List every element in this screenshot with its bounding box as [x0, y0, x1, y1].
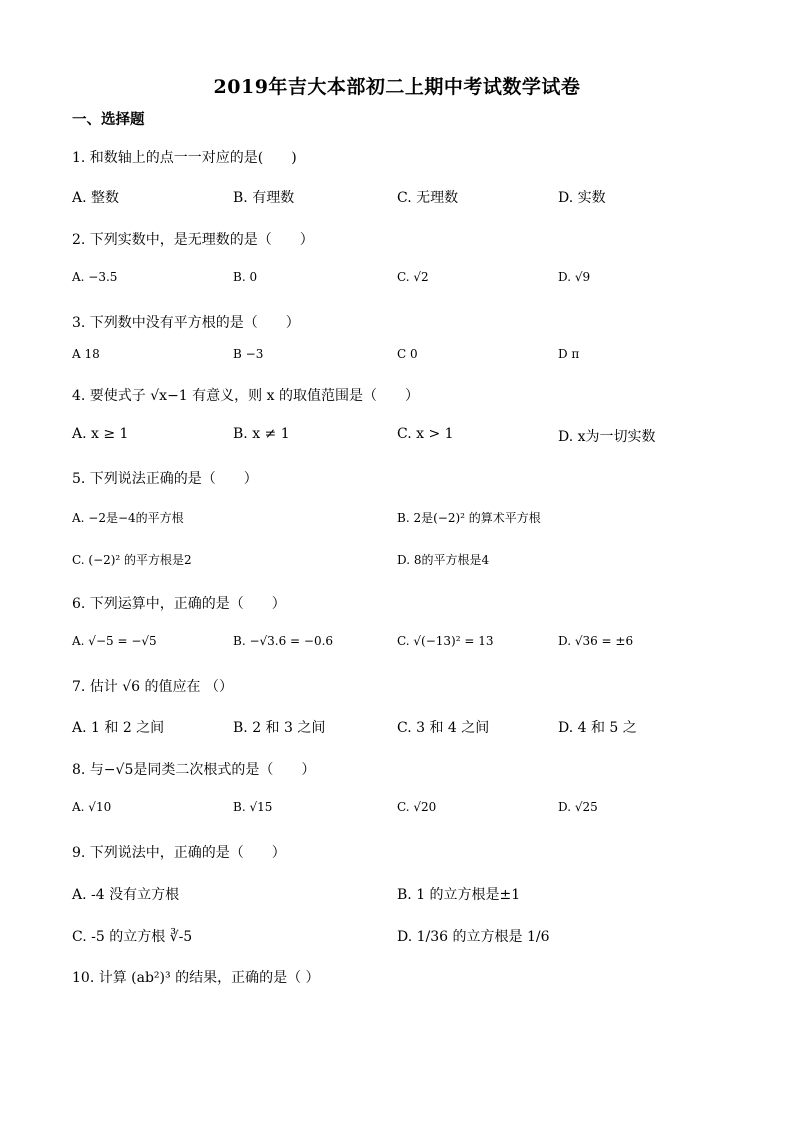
option-c: C. √(−13)² = 13 — [397, 634, 494, 648]
option-d: D. √9 — [558, 270, 591, 284]
question-5-options-row1 — [72, 509, 732, 537]
option-b: B. 有理数 — [233, 190, 295, 206]
question-6-options — [72, 634, 732, 662]
option-d: D. √36 = ±6 — [558, 634, 634, 648]
option-c: C 0 — [397, 347, 418, 361]
option-c: C. x > 1 — [397, 426, 454, 442]
option-a: A. 整数 — [72, 190, 120, 206]
question-7-stem: 7. 估计 √6 的值应在 （） — [72, 679, 233, 695]
question-2-options — [72, 270, 732, 298]
question-1-stem: 1. 和数轴上的点一一对应的是( ) — [72, 150, 297, 166]
option-a: A 18 — [72, 347, 100, 361]
section-heading: 一、选择题 — [72, 111, 145, 128]
option-b: B. x ≠ 1 — [233, 426, 290, 442]
option-a: A. 1 和 2 之间 — [72, 720, 165, 736]
option-b: B. −√3.6 = −0.6 — [233, 634, 334, 648]
option-c: C. √20 — [397, 800, 437, 814]
option-c: C. 3 和 4 之间 — [397, 720, 490, 736]
question-3-stem: 3. 下列数中没有平方根的是（ ） — [72, 315, 300, 331]
option-d: D. 8的平方根是4 — [397, 553, 490, 567]
option-a: A. −3.5 — [72, 270, 118, 284]
option-d: D. x为一切实数 — [558, 429, 656, 445]
question-9-options-row1 — [72, 884, 732, 912]
option-a: A. √10 — [72, 800, 112, 814]
question-2-stem: 2. 下列实数中，是无理数的是（ ） — [72, 232, 314, 248]
option-a: A. √−5 = −√5 — [72, 634, 157, 648]
option-c: C. (−2)² 的平方根是2 — [72, 553, 192, 567]
question-6-stem: 6. 下列运算中，正确的是（ ） — [72, 596, 286, 612]
option-d: D. 1/36 的立方根是 1/6 — [397, 929, 550, 945]
question-1-options — [72, 187, 732, 215]
question-7-options — [72, 717, 732, 745]
question-9-stem: 9. 下列说法中，正确的是（ ） — [72, 845, 286, 861]
option-d: D. √25 — [558, 800, 598, 814]
option-a: A. -4 没有立方根 — [72, 887, 180, 903]
option-d: D. 实数 — [558, 190, 606, 206]
question-3-options — [72, 347, 732, 375]
option-b: B. 2 和 3 之间 — [233, 720, 326, 736]
question-4-options — [72, 426, 732, 454]
question-8-options — [72, 800, 732, 828]
option-a: A. x ≥ 1 — [72, 426, 129, 442]
page-title: 2019年吉大本部初二上期中考试数学试卷 — [213, 76, 581, 98]
question-10-stem: 10. 计算 (ab²)³ 的结果，正确的是（ ） — [72, 970, 320, 986]
option-a: A. −2是−4的平方根 — [72, 511, 184, 525]
option-b: B. √15 — [233, 800, 273, 814]
question-5-stem: 5. 下列说法正确的是（ ） — [72, 471, 258, 487]
question-4-stem: 4. 要使式子 √x−1 有意义，则 x 的取值范围是（ ） — [72, 388, 419, 404]
option-b: B. 1 的立方根是±1 — [397, 887, 521, 903]
question-9-options-row2 — [72, 926, 732, 954]
option-b: B −3 — [233, 347, 264, 361]
question-5-options-row2 — [72, 551, 732, 579]
option-d: D. 4 和 5 之 — [558, 720, 637, 736]
option-b: B. 2是(−2)² 的算术平方根 — [397, 511, 541, 525]
option-c: C. -5 的立方根 ∛-5 — [72, 929, 193, 945]
option-c: C. 无理数 — [397, 190, 459, 206]
option-c: C. √2 — [397, 270, 429, 284]
option-b: B. 0 — [233, 270, 258, 284]
option-d: D π — [558, 347, 580, 361]
question-8-stem: 8. 与−√5是同类二次根式的是（ ） — [72, 762, 316, 778]
